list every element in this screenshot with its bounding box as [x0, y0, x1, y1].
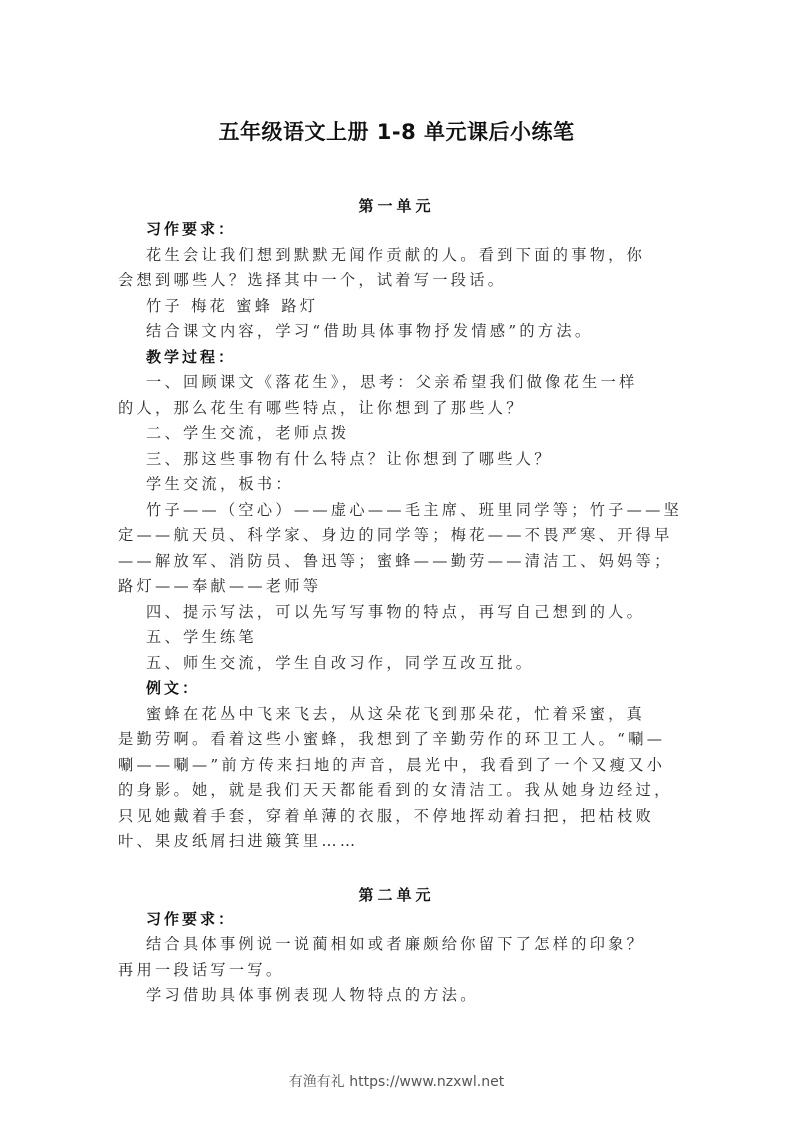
unit-1-process-heading: 教学过程： [146, 348, 237, 366]
paragraph-line: 再用一段话写一写。 [118, 961, 285, 979]
watermark-footer: 有渔有礼 https://www.nzxwl.net [288, 1074, 505, 1090]
paragraph-line: 叶、果皮纸屑扫进簸箕里…… [118, 832, 359, 850]
paragraph-line: 一、回顾课文《落花生》，思考：父亲希望我们做像花生一样 [146, 373, 638, 391]
paragraph-line: 花生会让我们想到默默无闻作贡献的人。看到下面的事物，你 [146, 246, 646, 264]
unit-1-example-heading: 例文： [146, 679, 201, 697]
paragraph-line: 结合具体事例说一说蔺相如或者廉颇给你留下了怎样的印象？ [146, 935, 646, 953]
paragraph-line: 竹子——（空心）——虚心——毛主席、班里同学等；竹子——坚 [146, 501, 683, 519]
paragraph-line: 只见她戴着手套，穿着单薄的衣服，不停地挥动着扫把，把枯枝败 [118, 807, 655, 825]
paragraph-line: 会想到哪些人？选择其中一个，试着写一段话。 [118, 271, 507, 289]
unit-1-requirement-heading: 习作要求： [146, 220, 237, 238]
paragraph-line: 竹子 梅花 蜜蜂 路灯 [146, 297, 319, 315]
paragraph-line: 学生交流，板书： [146, 475, 294, 493]
paragraph-line: 二、学生交流，老师点拨 [146, 424, 350, 442]
paragraph-line: 三、那这些事物有什么特点？让你想到了哪些人？ [146, 450, 553, 468]
paragraph-line: 路灯——奉献——老师等 [118, 577, 322, 595]
paragraph-line: ——解放军、消防员、鲁迅等；蜜蜂——勤劳——清洁工、妈妈等； [118, 552, 673, 570]
unit-2-title: 第二单元 [358, 886, 435, 904]
paragraph-line: 结合课文内容，学习“借助具体事物抒发情感”的方法。 [146, 322, 594, 340]
paragraph-line: 五、师生交流，学生自改习作，同学互改互批。 [146, 654, 535, 672]
document-title: 五年级语文上册 1-8 单元课后小练笔 [218, 120, 575, 144]
paragraph-line: 唰——唰—”前方传来扫地的声音，晨光中，我看到了一个又瘦又小 [118, 756, 666, 774]
paragraph-line: 学习借助具体事例表现人物特点的方法。 [146, 986, 479, 1004]
unit-1-title: 第一单元 [358, 197, 435, 215]
paragraph-line: 的身影。她，就是我们天天都能看到的女清洁工。我从她身边经过， [118, 781, 673, 799]
paragraph-line: 定——航天员、科学家、身边的同学等；梅花——不畏严寒、开得早 [118, 526, 673, 544]
paragraph-line: 四、提示写法，可以先写写事物的特点，再写自己想到的人。 [146, 603, 646, 621]
unit-2-requirement-heading: 习作要求： [146, 910, 237, 928]
paragraph-line: 蜜蜂在花丛中飞来飞去，从这朵花飞到那朵花，忙着采蜜，真 [146, 705, 646, 723]
paragraph-line: 五、学生练笔 [146, 628, 257, 646]
paragraph-line: 是勤劳啊。看着这些小蜜蜂，我想到了辛勤劳作的环卫工人。“唰— [118, 730, 666, 748]
paragraph-line: 的人，那么花生有哪些特点，让你想到了那些人？ [118, 399, 525, 417]
